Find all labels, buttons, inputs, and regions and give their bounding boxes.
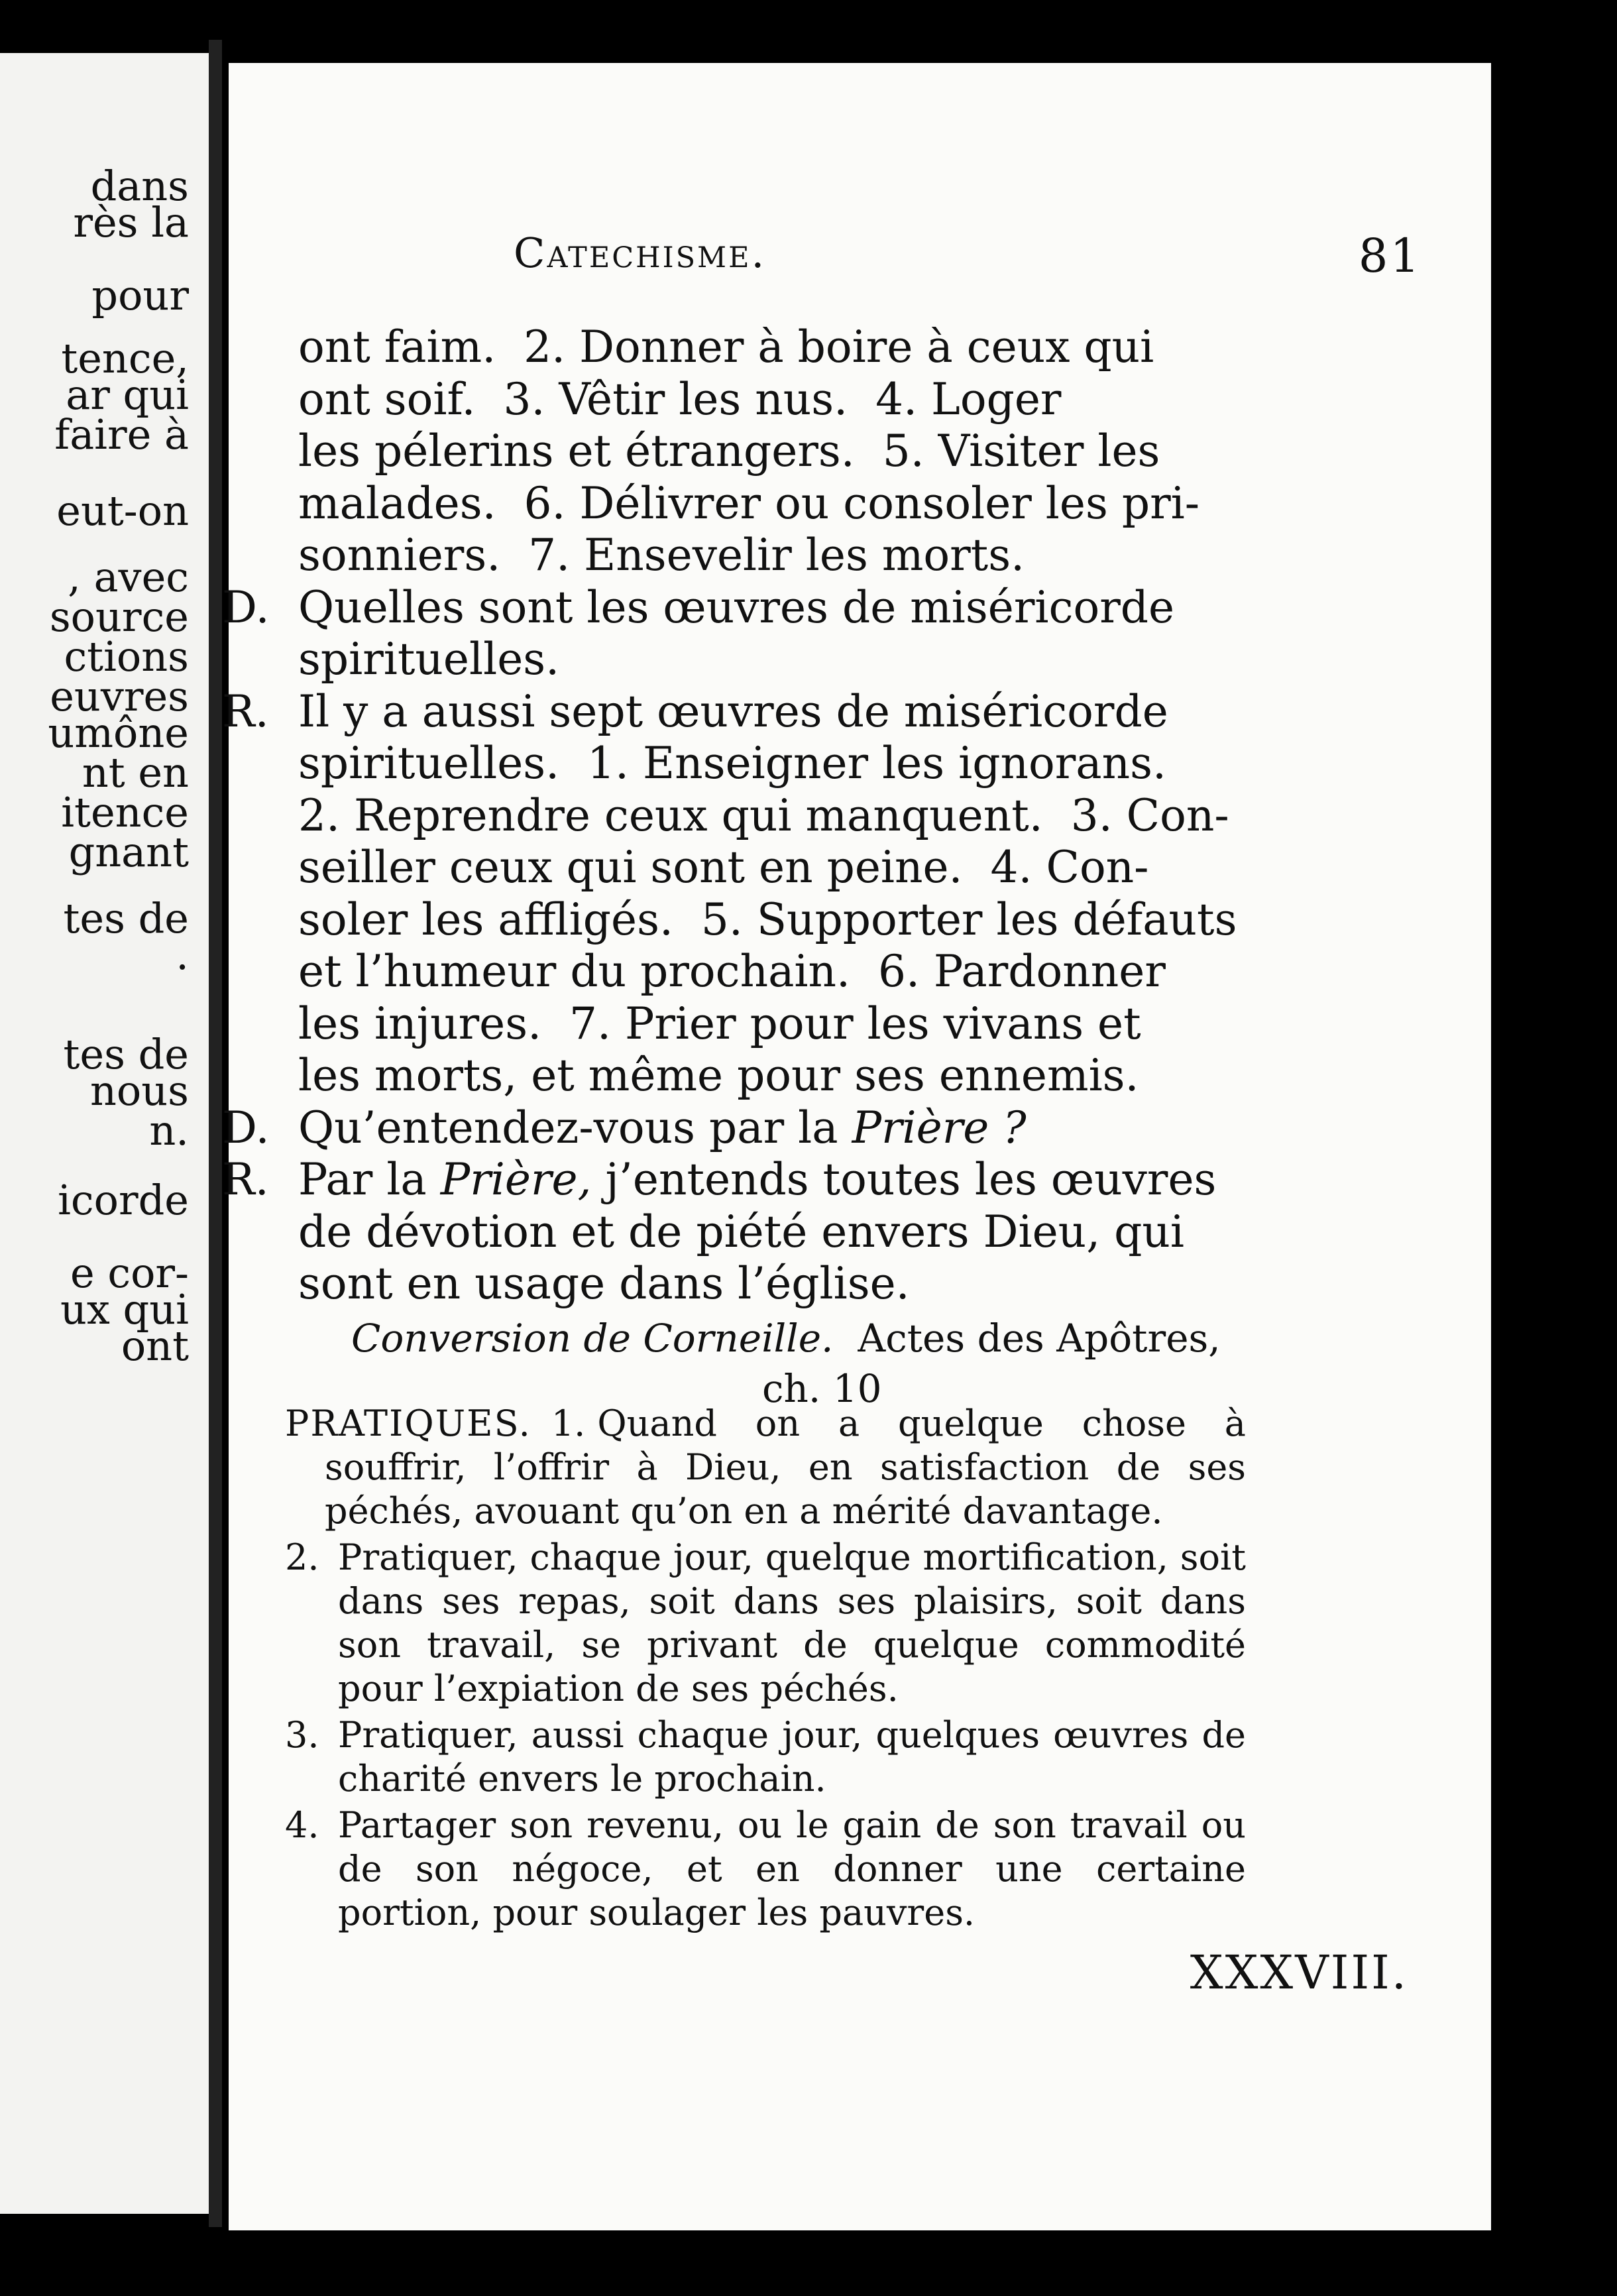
text-line: de dévotion et de piété envers Dieu, qui bbox=[298, 1206, 1185, 1257]
fragment-line: rès la bbox=[73, 198, 189, 247]
previous-page-fragment bbox=[0, 53, 209, 2214]
reference-chapter: ch. 10 bbox=[762, 1365, 882, 1411]
question-marker: D. bbox=[222, 581, 270, 633]
fragment-line: nt en bbox=[82, 748, 189, 797]
practice-number: 3. bbox=[285, 1714, 319, 1756]
text-line: Quelles sont les œuvres de miséricorde bbox=[298, 581, 1175, 633]
practice-item bbox=[285, 1804, 1246, 1935]
practice-text: Pratiquer, aussi chaque jour, quelques œuvres de charité envers le prochain. bbox=[338, 1714, 1246, 1800]
response-italic: Prière, bbox=[440, 1154, 592, 1205]
fragment-line: itence bbox=[61, 788, 189, 836]
fragment-line: tes de bbox=[63, 1030, 189, 1078]
practice-number: 4. bbox=[285, 1804, 319, 1846]
practice-number: 2. bbox=[285, 1536, 319, 1578]
book-gutter bbox=[209, 40, 222, 2227]
text-line: malades. 6. Délivrer ou consoler les pri- bbox=[298, 477, 1200, 529]
reference-source: Actes des Apôtres, bbox=[833, 1315, 1221, 1361]
question-marker: D. bbox=[222, 1102, 270, 1153]
response-text: Par la bbox=[298, 1154, 441, 1205]
practice-text: Quand on a quelque chose à souffrir, l’offrir à Dieu, en satisfaction de ses péchés, avouant qu’on en a mérité davantage. bbox=[325, 1403, 1246, 1532]
book-page bbox=[222, 63, 1491, 2230]
practices-heading: PRATIQUES. bbox=[285, 1403, 531, 1444]
running-title: Catechisme. bbox=[514, 229, 767, 277]
response-text: j’entends toutes les œuvres bbox=[591, 1154, 1217, 1205]
text-line: ont soif. 3. Vêtir les nus. 4. Loger bbox=[298, 373, 1062, 425]
text-line: seiller ceux qui sont en peine. 4. Con- bbox=[298, 842, 1149, 893]
question-2 bbox=[222, 1102, 1239, 1155]
fragment-line: ar qui bbox=[66, 371, 189, 419]
catechism-body bbox=[222, 321, 1239, 1414]
response-2 bbox=[222, 1154, 1239, 1310]
signature-mark: XXXVIII. bbox=[1190, 1945, 1408, 2000]
fragment-line: euvres bbox=[50, 672, 189, 720]
intro-paragraph bbox=[298, 321, 1239, 582]
text-line: les pélerins et étrangers. 5. Visiter les bbox=[298, 426, 1160, 477]
response-marker: R. bbox=[222, 1154, 269, 1205]
fragment-line: ux qui bbox=[60, 1285, 189, 1334]
fragment-line: tes de bbox=[63, 894, 189, 943]
page-number: 81 bbox=[1358, 229, 1422, 283]
fragment-line: . bbox=[176, 931, 189, 979]
text-line: et l’humeur du prochain. 6. Pardonner bbox=[298, 946, 1166, 997]
fragment-line: eut-on bbox=[56, 487, 189, 535]
fragment-line: tence, bbox=[61, 334, 189, 382]
fragment-line: umône bbox=[48, 709, 189, 757]
fragment-line: ont bbox=[121, 1322, 189, 1370]
practice-item bbox=[285, 1402, 1246, 1533]
text-line: spirituelles. bbox=[298, 634, 560, 685]
text-line: les injures. 7. Prier pour les vivans et bbox=[298, 998, 1141, 1049]
fragment-line: ctions bbox=[64, 632, 189, 681]
practice-number: 1. bbox=[551, 1403, 586, 1444]
fragment-line: n. bbox=[149, 1106, 189, 1155]
response-marker: R. bbox=[222, 685, 269, 737]
text-line: les morts, et même pour ses ennemis. bbox=[298, 1050, 1139, 1101]
text-line: soler les affligés. 5. Supporter les défauts bbox=[298, 893, 1237, 945]
text-line: sonniers. 7. Ensevelir les morts. bbox=[298, 530, 1025, 581]
response-1 bbox=[222, 685, 1239, 1102]
text-line: sont en usage dans l’église. bbox=[298, 1258, 910, 1309]
text-line: spirituelles. 1. Enseigner les ignorans. bbox=[298, 738, 1166, 789]
fragment-line: source bbox=[49, 593, 189, 641]
scripture-reference bbox=[298, 1313, 1239, 1414]
practices-section bbox=[285, 1402, 1246, 1937]
text-line: 2. Reprendre ceux qui manquent. 3. Con- bbox=[298, 789, 1229, 841]
fragment-line: , avec bbox=[68, 553, 189, 601]
fragment-line: nous bbox=[89, 1066, 189, 1115]
practice-item bbox=[285, 1536, 1246, 1711]
fragment-line: e cor- bbox=[70, 1249, 189, 1297]
question-italic: Prière ? bbox=[852, 1102, 1027, 1153]
practice-text: Partager son revenu, ou le gain de son travail ou de son négoce, et en donner une certaine portion, pour soulager les pauvres. bbox=[338, 1804, 1246, 1933]
fragment-line: faire à bbox=[54, 410, 189, 459]
fragment-line: gnant bbox=[68, 828, 189, 876]
fragment-line: pour bbox=[91, 271, 189, 319]
text-line: Il y a aussi sept œuvres de miséricorde bbox=[298, 685, 1168, 737]
fragment-line: dans bbox=[90, 162, 189, 210]
question-1 bbox=[222, 581, 1239, 686]
practice-item bbox=[285, 1713, 1246, 1801]
reference-title: Conversion de Corneille. bbox=[351, 1315, 834, 1361]
fragment-line: icorde bbox=[58, 1176, 189, 1224]
practice-text: Pratiquer, chaque jour, quelque mortification, soit dans ses repas, soit dans ses plaisirs, soit dans son travail, se privant de quelque commodité pour l’expiation de ses péchés. bbox=[338, 1536, 1246, 1709]
text-line: ont faim. 2. Donner à boire à ceux qui bbox=[298, 321, 1154, 373]
question-text: Qu’entendez-vous par la bbox=[298, 1102, 852, 1153]
